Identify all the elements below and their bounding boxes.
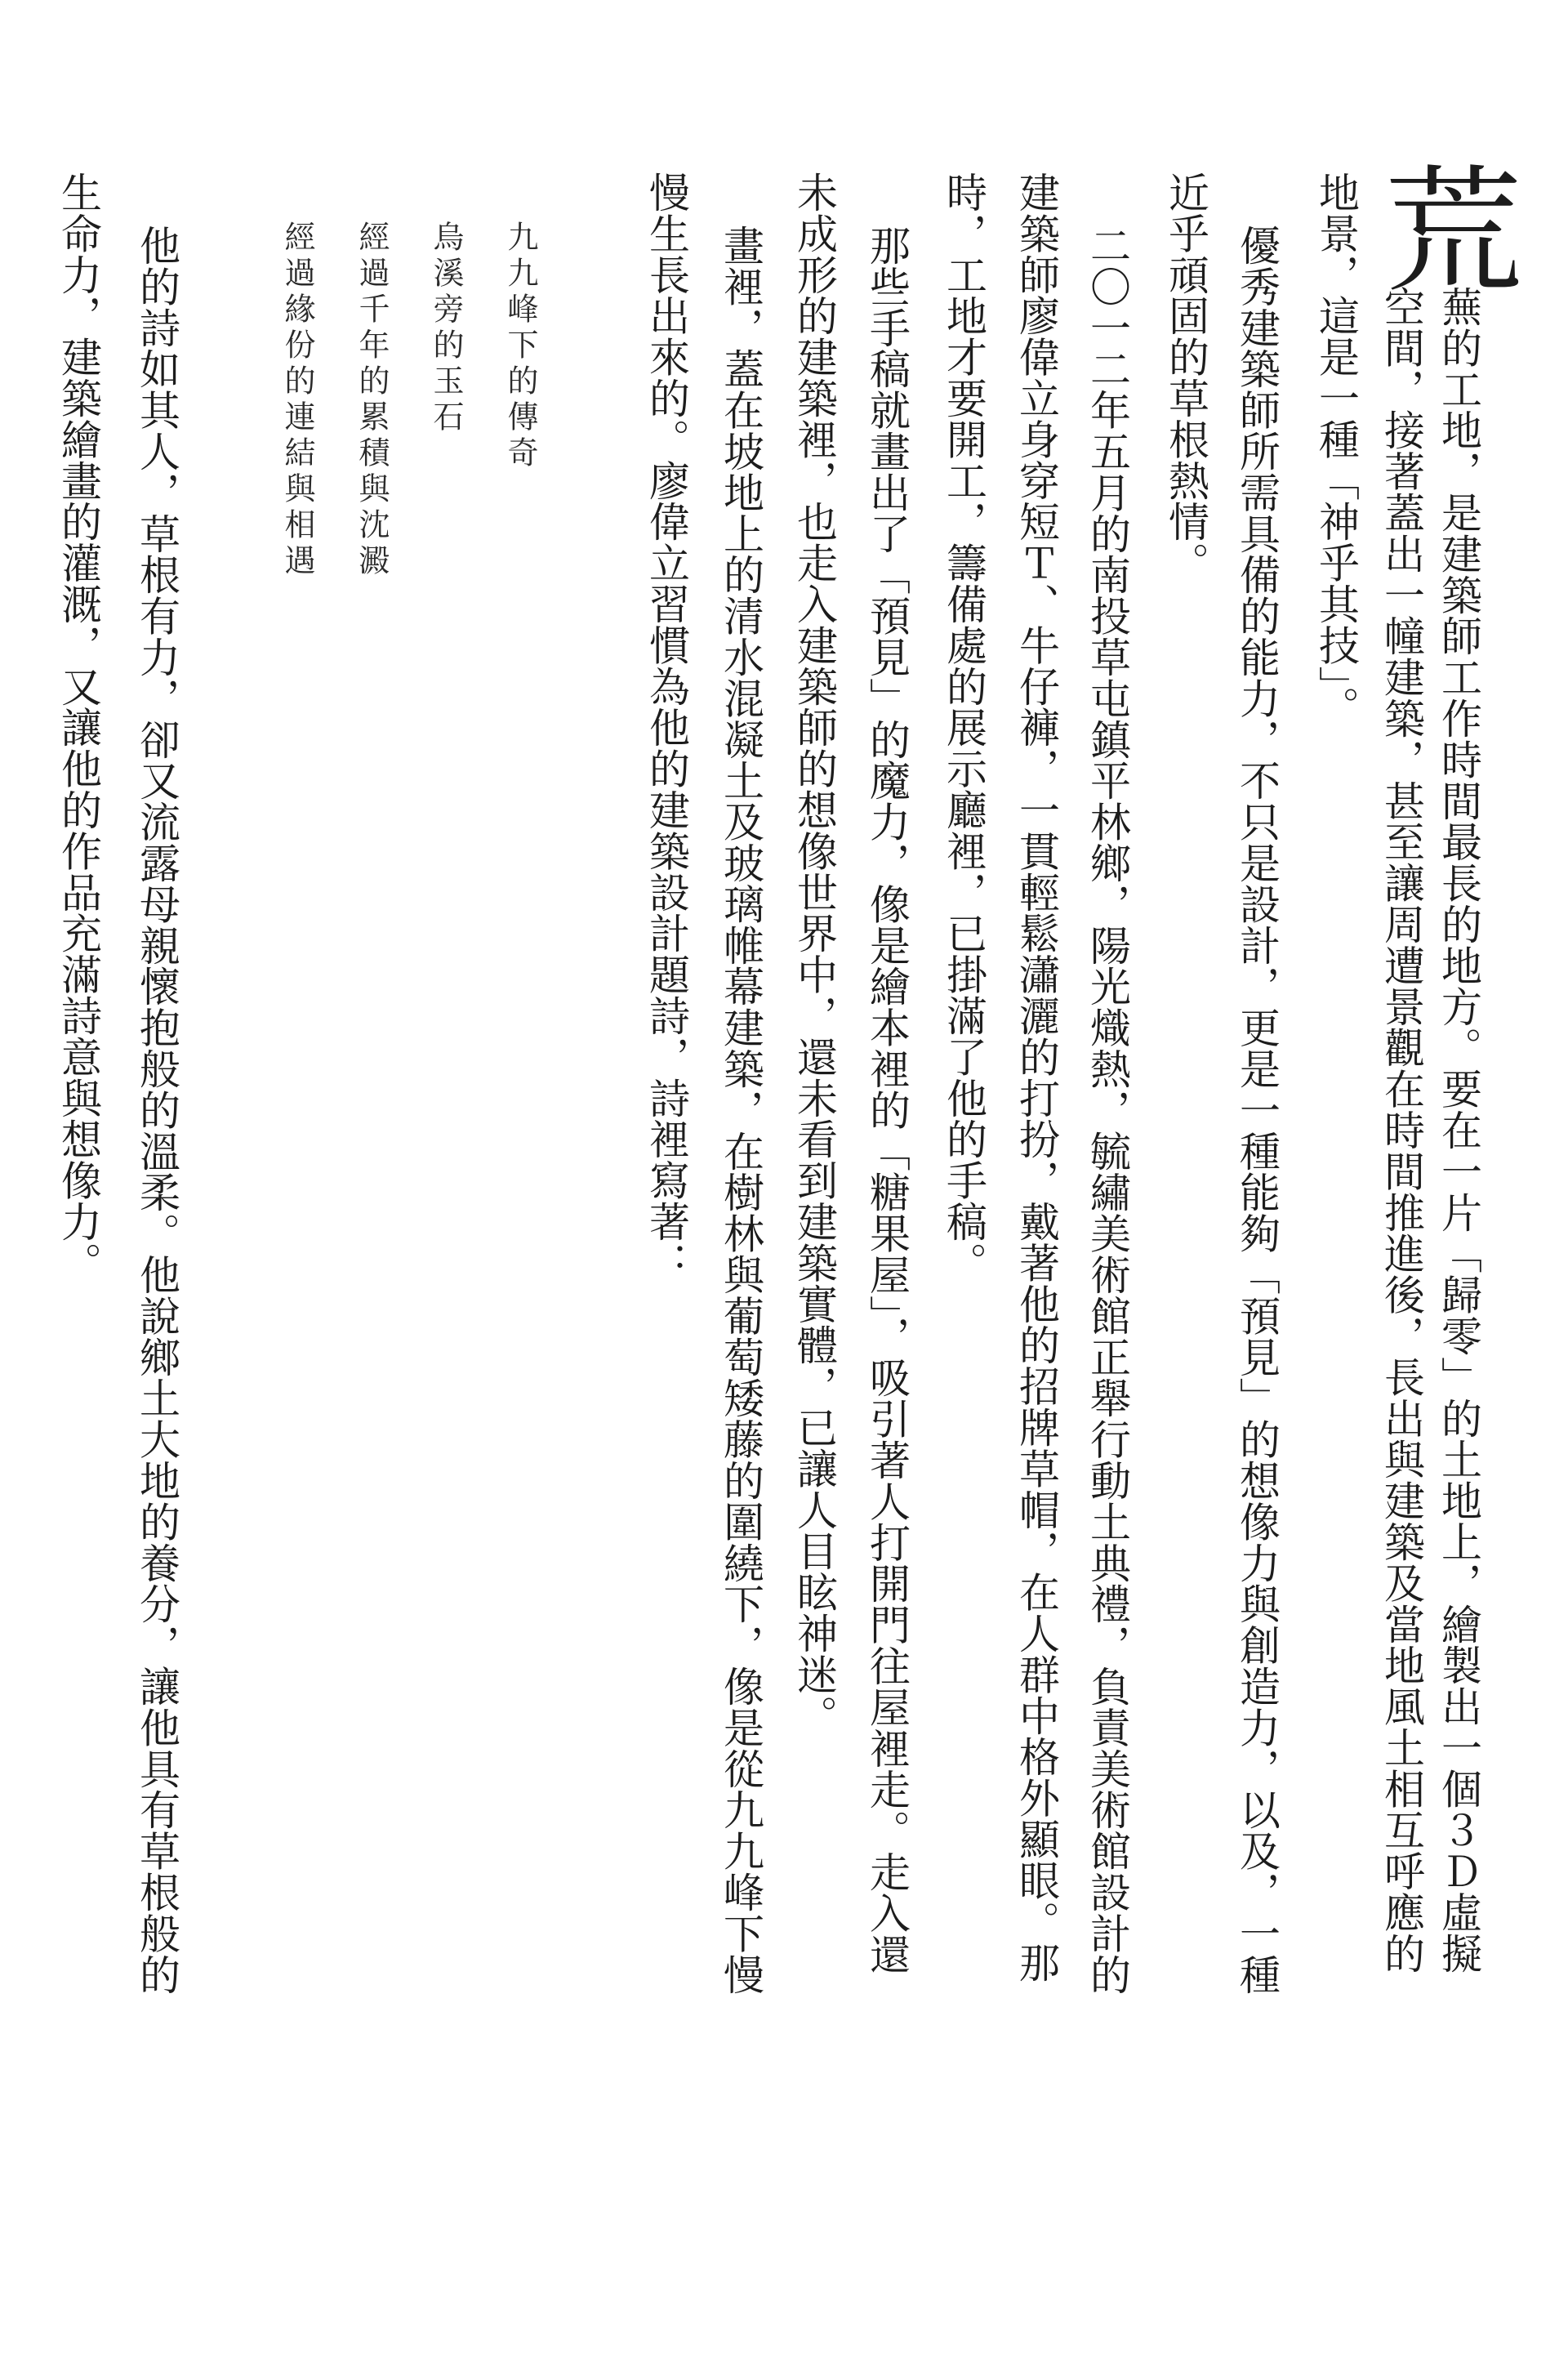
paragraph5-line-2: 慢生長出來的。廖偉立習慣為他的建築設計題詩，詩裡寫著：: [643, 172, 690, 1283]
paragraph4-line-1: 那些手稿就畫出了「預見」的魔力，像是繪本裡的「糖果屋」，吸引著人打開門往屋裡走。走入還: [863, 225, 911, 1975]
paragraph1-line-3: 地景，這是一種「神乎其技」。: [1312, 172, 1360, 728]
paragraph2-line-2: 近乎頑固的草根熱情。: [1162, 172, 1209, 583]
paragraph2-line-1: 優秀建築師所需具備的能力，不只是設計，更是一種能夠「預見」的想像力與創造力，以及，一種: [1233, 225, 1281, 1996]
poem-line-4: 經過緣份的連結與相遇: [279, 221, 315, 580]
paragraph3-line-3: 時，工地才要開工，籌備處的展示廳裡，已掛滿了他的手稿。: [940, 172, 987, 1283]
paragraph4-line-2: 未成形的建築裡，也走入建築師的想像世界中，還未看到建築實體，已讓人目眩神迷。: [791, 172, 838, 1737]
paragraph6-line-1: 他的詩如其人，草根有力，卻又流露母親懷抱般的溫柔。他說鄉土大地的養分，讓他具有草根般的: [133, 225, 180, 1996]
paragraph3-line-1: 二〇一二年五月的南投草屯鎮平林鄉，陽光熾熱，毓繡美術館正舉行動土典禮，負責美術館設計的: [1084, 225, 1131, 1996]
paragraph6-line-2: 生命力，建築繪畫的灌溉，又讓他的作品充滿詩意與想像力。: [55, 172, 102, 1283]
poem-line-1: 九九峰下的傳奇: [502, 221, 538, 472]
paragraph5-line-1: 畫裡，蓋在坡地上的清水混凝土及玻璃帷幕建築，在樹林與葡萄矮藤的圍繞下，像是從九九峰下慢: [717, 225, 764, 1996]
paragraph1-line-2: 空間，接著蓋出一幢建築，甚至讓周遭景觀在時間推進後，長出與建築及當地風土相互呼應的: [1378, 286, 1425, 1974]
paragraph1-line-1: 蕪的工地，是建築師工作時間最長的地方。要在一片「歸零」的土地上，繪製出一個３Ｄ虛擬: [1435, 286, 1482, 1974]
poem-line-3: 經過千年的累積與沈澱: [354, 221, 390, 580]
paragraph3-line-2: 建築師廖偉立身穿短Ｔ、牛仔褲，一貫輕鬆瀟灑的打扮，戴著他的招牌草帽，在人群中格外顯眼。那: [1013, 172, 1060, 1983]
poem-line-2: 烏溪旁的玉石: [428, 221, 464, 436]
drop-cap: 荒: [1385, 152, 1522, 312]
